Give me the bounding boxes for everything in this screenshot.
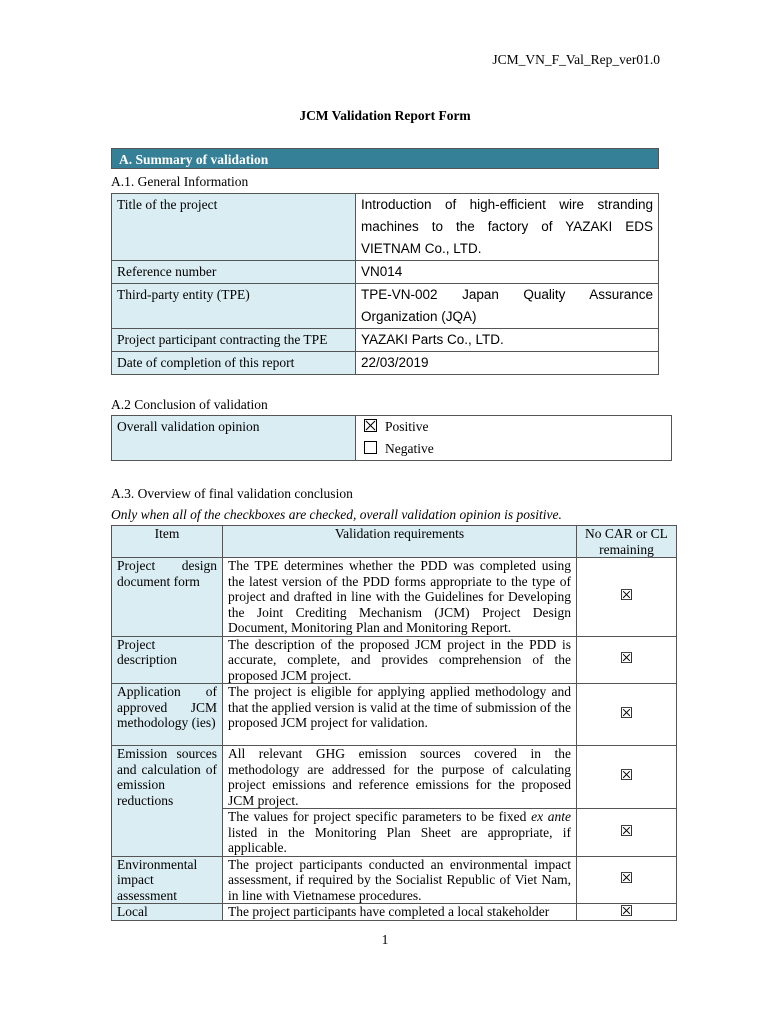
document-id: JCM_VN_F_Val_Rep_ver01.0	[492, 52, 660, 67]
row-value: VN014	[356, 261, 659, 284]
table-row	[112, 261, 659, 284]
requirement-cell: The TPE determines whether the PDD was completed using the latest version of the PDD forms appropriate to the type of project and drafted in line with the Guidelines for Developing the Joint Crediting Mechanism (JCM) Project Design Document, Monitoring Plan and Monitoring Report.	[223, 558, 577, 637]
requirement-cell: The project participants conducted an environmental impact assessment, if required by the Socialist Republic of Viet Nam, in line with Vietnamese procedures.	[223, 856, 577, 904]
item-cell: Project design document form	[112, 558, 223, 637]
table-row	[112, 856, 677, 904]
table-row	[112, 684, 677, 746]
req-text: The values for project specific parameters to be fixed	[228, 809, 532, 824]
checked-box-icon[interactable]: ☒	[577, 558, 677, 637]
table-row	[112, 329, 659, 352]
requirement-cell: The project is eligible for applying applied methodology and that the applied version is valid at the time of submission of the proposed JCM project for validation.	[223, 684, 577, 746]
row-value: Introduction of high-efficient wire stranding machines to the factory of YAZAKI EDS VIETNAM Co., LTD.	[356, 194, 659, 261]
page-number: 1	[381, 932, 389, 947]
req-italic: ex ante	[531, 809, 571, 824]
a3-note: Only when all of the checkboxes are checked, overall validation opinion is positive.	[111, 507, 562, 522]
item-cell: Project description	[112, 636, 223, 684]
conclusion-table	[111, 415, 672, 461]
requirement-cell: All relevant GHG emission sources covered in the methodology are addressed for the purpose of calculating project emissions and reference emissions for the proposed JCM project.	[223, 746, 577, 809]
general-info-table	[111, 193, 659, 375]
opinion-options	[356, 416, 672, 461]
col-no-car: No CAR or CL remaining	[577, 526, 677, 558]
item-cell: Environmental impact assessment	[112, 856, 223, 904]
conclusion-overview-table	[111, 525, 677, 921]
req-text: listed in the Monitoring Plan Sheet are appropriate, if applicable.	[228, 824, 571, 855]
checked-box-icon[interactable]: ☒	[577, 904, 677, 921]
checked-box-icon[interactable]: ☒	[577, 856, 677, 904]
row-value: TPE-VN-002 Japan Quality Assurance Organization (JQA)	[356, 284, 659, 329]
checked-box-icon[interactable]: ☒	[577, 746, 677, 809]
row-label: Date of completion of this report	[112, 352, 356, 375]
a2-heading: A.2 Conclusion of validation	[111, 397, 268, 412]
item-cell: Local	[112, 904, 223, 921]
section-a-header: A. Summary of validation	[111, 148, 659, 169]
row-value: 22/03/2019	[356, 352, 659, 375]
option-label: Positive	[385, 419, 429, 434]
item-cell: Emission sources and calculation of emission reductions	[112, 746, 223, 857]
checked-box-icon[interactable]: ☒	[577, 636, 677, 684]
col-item: Item	[112, 526, 223, 558]
table-row	[112, 284, 659, 329]
row-label: Title of the project	[112, 194, 356, 261]
row-label: Reference number	[112, 261, 356, 284]
requirement-cell: The project participants have completed a local stakeholder	[223, 904, 577, 921]
empty-checkbox-icon[interactable]	[364, 441, 377, 454]
col-requirements: Validation requirements	[223, 526, 577, 558]
requirement-cell: The description of the proposed JCM project in the PDD is accurate, complete, and provides comprehension of the proposed JCM project.	[223, 636, 577, 684]
a3-heading: A.3. Overview of final validation conclusion	[111, 486, 353, 501]
opinion-label: Overall validation opinion	[112, 416, 356, 461]
row-value: YAZAKI Parts Co., LTD.	[356, 329, 659, 352]
table-row	[112, 636, 677, 684]
table-row	[112, 558, 677, 637]
option-positive[interactable]	[364, 416, 666, 438]
row-label: Project participant contracting the TPE	[112, 329, 356, 352]
checked-box-icon[interactable]	[364, 419, 377, 432]
option-label: Negative	[385, 441, 434, 456]
table-row	[112, 746, 677, 809]
page-title: JCM Validation Report Form	[299, 108, 471, 123]
checked-box-icon[interactable]: ☒	[577, 809, 677, 857]
a1-heading: A.1. General Information	[111, 174, 249, 189]
item-cell: Application of approved JCM methodology (ies)	[112, 684, 223, 746]
table-row	[112, 194, 659, 261]
row-label: Third-party entity (TPE)	[112, 284, 356, 329]
header-row	[112, 526, 677, 558]
requirement-cell	[223, 809, 577, 857]
table-row	[112, 904, 677, 921]
option-negative[interactable]	[364, 438, 666, 460]
table-row	[112, 352, 659, 375]
checked-box-icon[interactable]: ☒	[577, 684, 677, 746]
